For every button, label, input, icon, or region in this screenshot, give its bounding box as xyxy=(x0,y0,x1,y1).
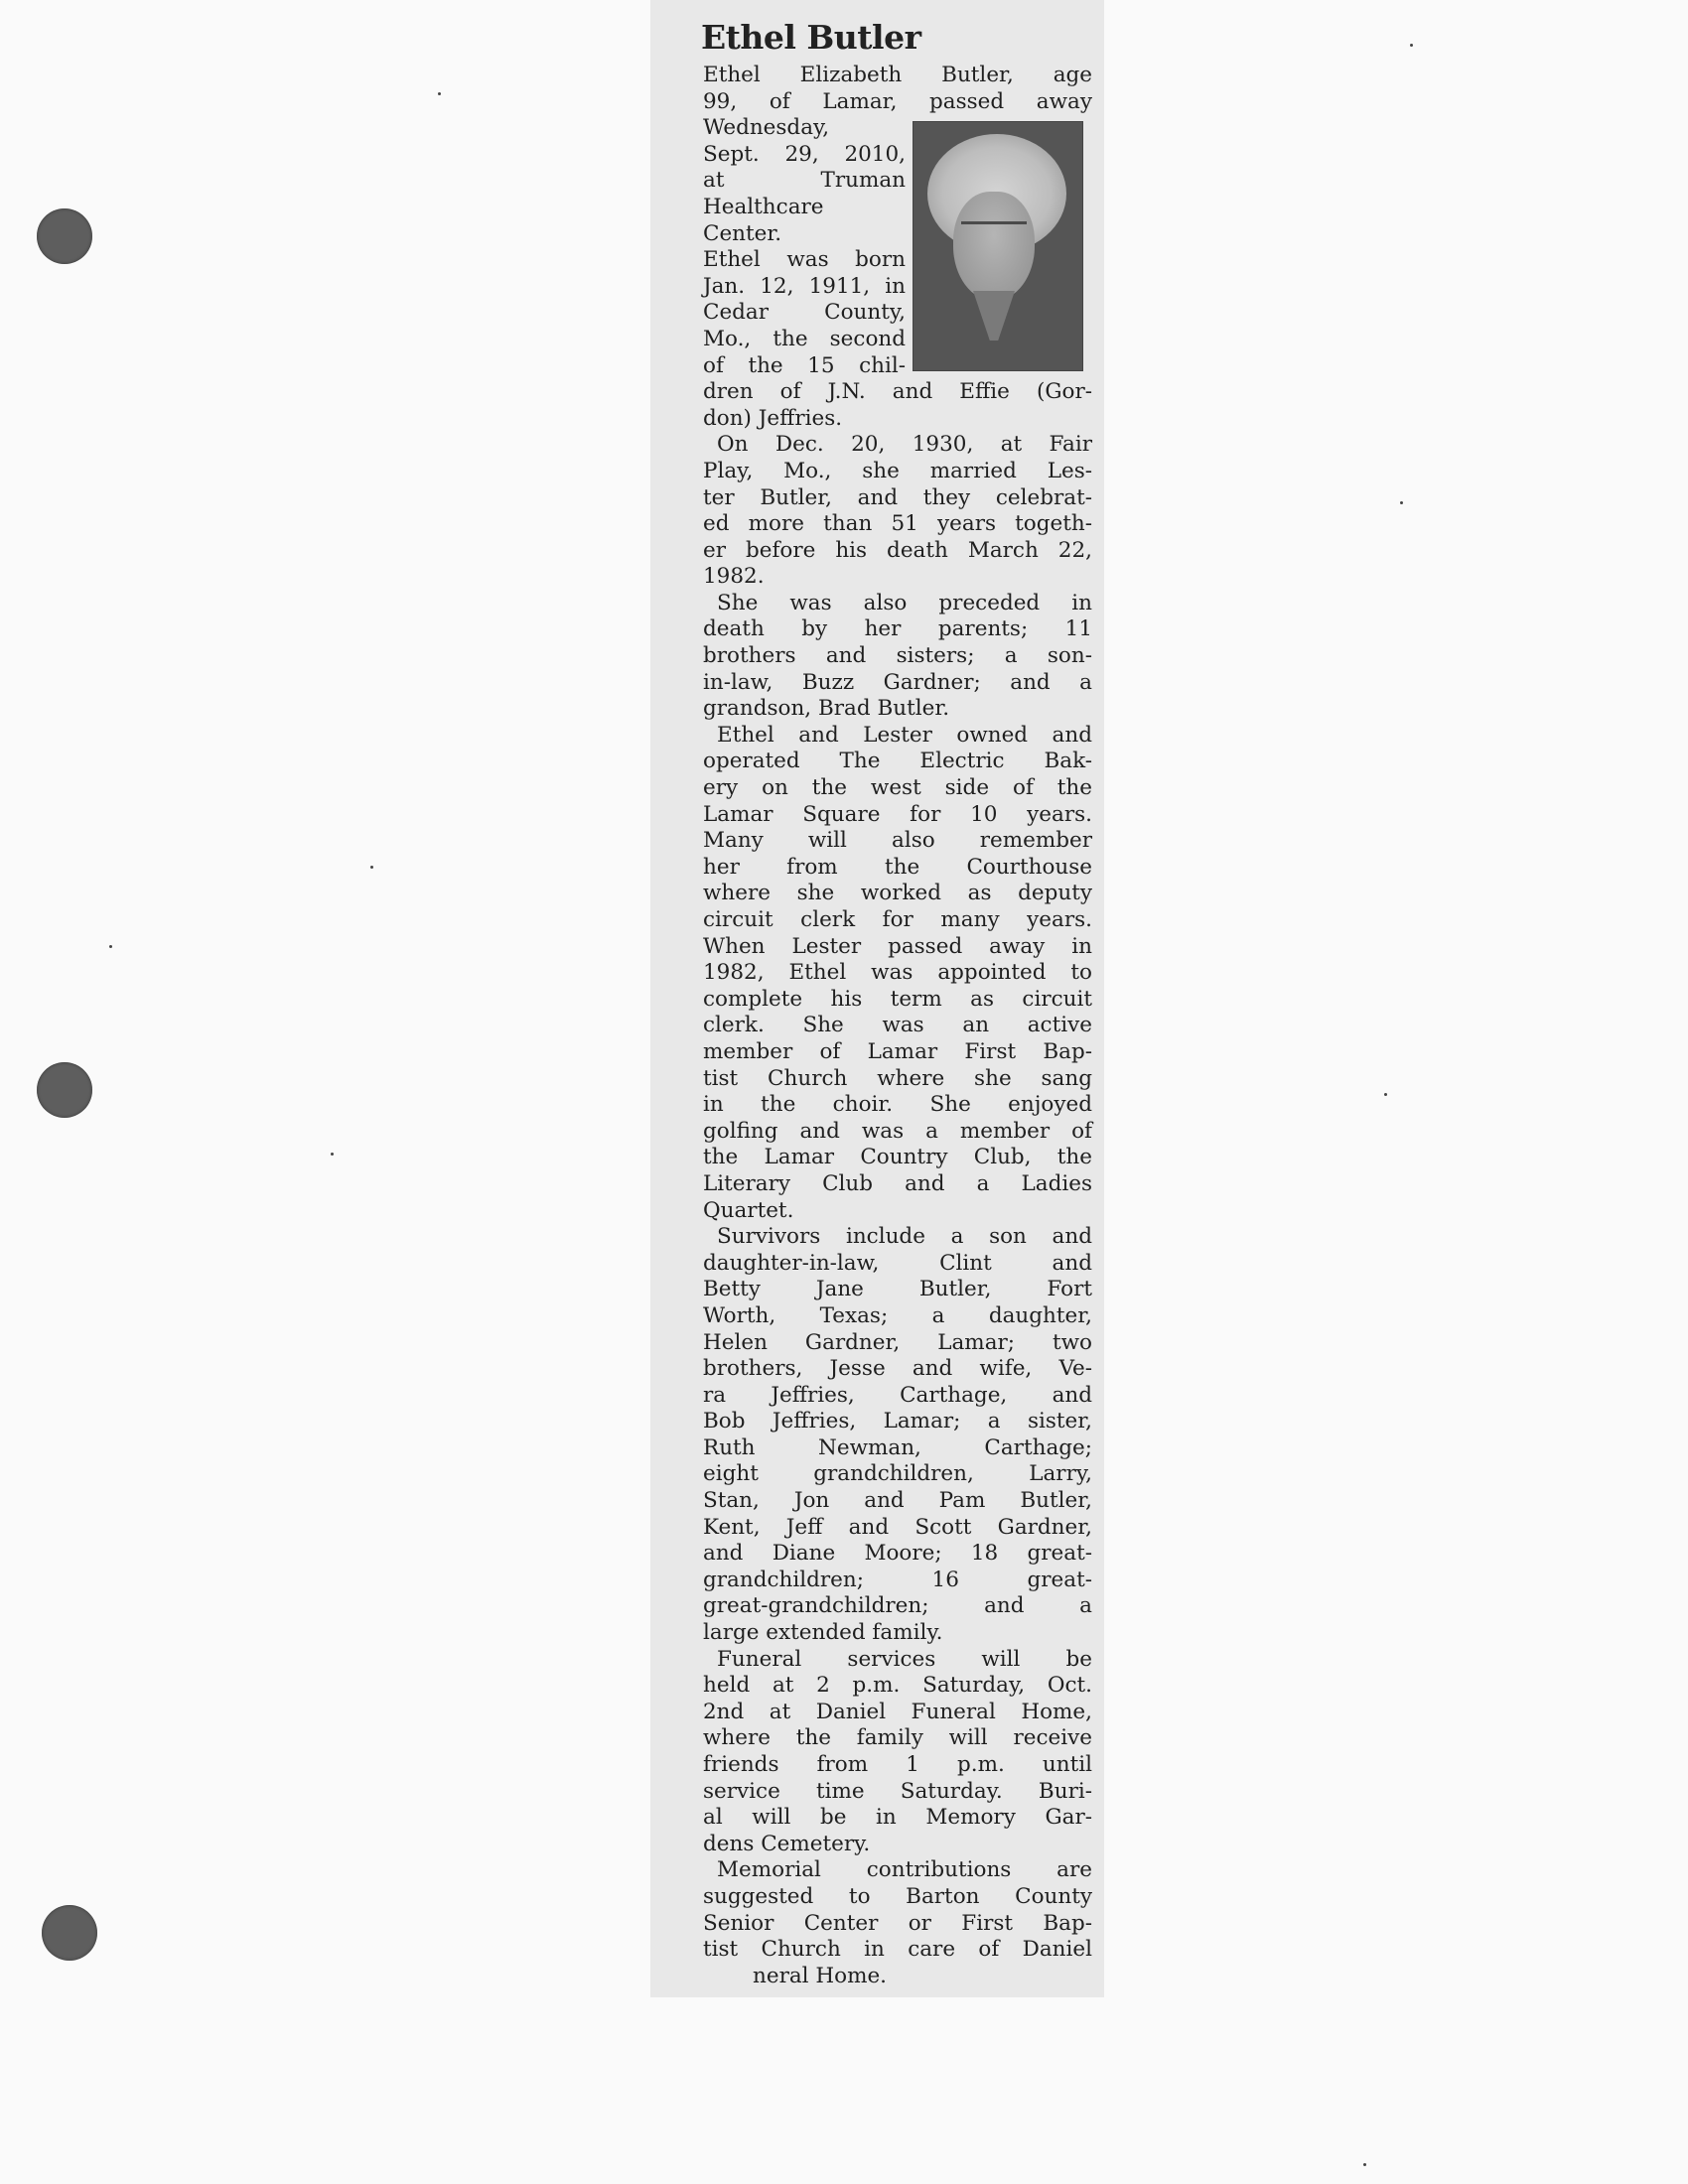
obituary-line: al will be in Memory Gar- xyxy=(703,1805,1092,1831)
obituary-line: of the 15 chil- xyxy=(703,352,906,378)
obituary-line: Jan. 12, 1911, in xyxy=(703,273,906,299)
scan-speck xyxy=(1410,44,1413,47)
obituary-title: Ethel Butler xyxy=(701,18,921,57)
obituary-line: member of Lamar First Bap- xyxy=(703,1038,1092,1064)
obituary-line: Survivors include a son and xyxy=(717,1224,1092,1250)
obituary-line: When Lester passed away in xyxy=(703,933,1092,959)
obituary-body xyxy=(703,63,1092,1989)
obituary-line: Many will also remember xyxy=(703,828,1092,854)
obituary-line: complete his term as circuit xyxy=(703,986,1092,1012)
obituary-line: suggested to Barton County xyxy=(703,1883,1092,1909)
obituary-line: operated The Electric Bak- xyxy=(703,749,1092,774)
obituary-line: ery on the west side of the xyxy=(703,775,1092,801)
obituary-line: clerk. She was an active xyxy=(703,1013,1092,1038)
scan-speck xyxy=(1400,501,1403,504)
obituary-line: Wednesday, xyxy=(703,115,830,141)
scan-speck xyxy=(438,92,441,95)
obituary-line: Worth, Texas; a daughter, xyxy=(703,1302,1092,1328)
obituary-line: Betty Jane Butler, Fort xyxy=(703,1277,1092,1302)
obituary-line: ter Butler, and they celebrat- xyxy=(703,484,1092,510)
scan-speck xyxy=(109,945,112,948)
obituary-line: Play, Mo., she married Les- xyxy=(703,458,1092,483)
obituary-line: great-grandchildren; and a xyxy=(703,1593,1092,1619)
obituary-line: where the family will receive xyxy=(703,1725,1092,1751)
obituary-line: grandson, Brad Butler. xyxy=(703,696,950,722)
obituary-line: 1982, Ethel was appointed to xyxy=(703,960,1092,986)
obituary-line: Sept. 29, 2010, xyxy=(703,141,906,167)
obituary-line: Center. xyxy=(703,220,782,246)
obituary-line: Funeral services will be xyxy=(717,1646,1092,1672)
binder-hole-top xyxy=(37,208,92,264)
obituary-line: Mo., the second xyxy=(703,326,906,351)
obituary-line: held at 2 p.m. Saturday, Oct. xyxy=(703,1673,1092,1699)
obituary-line: grandchildren; 16 great- xyxy=(703,1567,1092,1592)
obituary-line: Ethel was born xyxy=(703,247,906,273)
obituary-line: dren of J.N. and Effie (Gor- xyxy=(703,379,1092,405)
obituary-line: 1982. xyxy=(703,564,765,590)
obituary-line: Helen Gardner, Lamar; two xyxy=(703,1329,1092,1355)
obituary-line: Ruth Newman, Carthage; xyxy=(703,1434,1092,1460)
obituary-line: Healthcare xyxy=(703,194,824,219)
obituary-line: tist Church in care of Daniel xyxy=(703,1937,1092,1963)
obituary-line: ed more than 51 years togeth- xyxy=(703,511,1092,537)
obituary-line: Lamar Square for 10 years. xyxy=(703,801,1092,827)
obituary-line: in the choir. She enjoyed xyxy=(703,1092,1092,1118)
obituary-line: 2nd at Daniel Funeral Home, xyxy=(703,1699,1092,1724)
obituary-line: Literary Club and a Ladies xyxy=(703,1170,1092,1196)
obituary-line: Stan, Jon and Pam Butler, xyxy=(703,1488,1092,1514)
obituary-line: friends from 1 p.m. until xyxy=(703,1752,1092,1777)
obituary-line: Ethel Elizabeth Butler, age xyxy=(703,63,1092,87)
obituary-line: Bob Jeffries, Lamar; a sister, xyxy=(703,1409,1092,1434)
obituary-line: ra Jeffries, Carthage, and xyxy=(703,1382,1092,1408)
obituary-line: dens Cemetery. xyxy=(703,1831,871,1856)
obituary-line: service time Saturday. Buri- xyxy=(703,1778,1092,1804)
obituary-line: in-law, Buzz Gardner; and a xyxy=(703,669,1092,695)
scan-speck xyxy=(1363,2163,1366,2166)
obituary-line: her from the Courthouse xyxy=(703,854,1092,880)
obituary-line: brothers and sisters; a son- xyxy=(703,643,1092,669)
obituary-line: where she worked as deputy xyxy=(703,881,1092,906)
obituary-line: Ethel and Lester owned and xyxy=(717,722,1092,748)
binder-hole-bottom xyxy=(42,1905,97,1961)
obituary-line: Kent, Jeff and Scott Gardner, xyxy=(703,1514,1092,1540)
obituary-line: er before his death March 22, xyxy=(703,537,1092,563)
obituary-line: and Diane Moore; 18 great- xyxy=(703,1541,1092,1567)
obituary-line: the Lamar Country Club, the xyxy=(703,1145,1092,1170)
obituary-line: Senior Center or First Bap- xyxy=(703,1910,1092,1936)
obituary-line: Memorial contributions are xyxy=(717,1857,1092,1883)
obituary-line: large extended family. xyxy=(703,1620,943,1646)
obituary-line: don) Jeffries. xyxy=(703,405,843,431)
scan-speck xyxy=(331,1153,334,1156)
obituary-line: Cedar County, xyxy=(703,300,906,326)
obituary-line: neral Home. xyxy=(753,1963,888,1988)
scan-speck xyxy=(1384,1093,1387,1096)
obituary-line: eight grandchildren, Larry, xyxy=(703,1461,1092,1487)
scan-speck xyxy=(370,866,373,869)
obituary-line: On Dec. 20, 1930, at Fair xyxy=(717,432,1092,458)
obituary-line: golfing and was a member of xyxy=(703,1118,1092,1144)
obituary-line: circuit clerk for many years. xyxy=(703,907,1092,932)
obituary-line: brothers, Jesse and wife, Ve- xyxy=(703,1356,1092,1382)
obituary-line: She was also preceded in xyxy=(717,590,1092,615)
obituary-line: 99, of Lamar, passed away xyxy=(703,88,1092,114)
obituary-line: Quartet. xyxy=(703,1197,794,1223)
obituary-line: death by her parents; 11 xyxy=(703,616,1092,642)
obituary-line: at Truman xyxy=(703,168,906,194)
obituary-line: daughter-in-law, Clint and xyxy=(703,1250,1092,1276)
binder-hole-middle xyxy=(37,1062,92,1118)
obituary-line: tist Church where she sang xyxy=(703,1065,1092,1091)
